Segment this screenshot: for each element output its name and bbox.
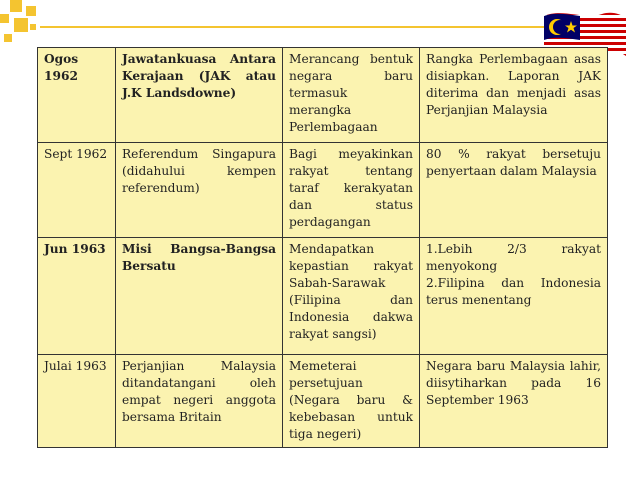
result-cell: Rangka Perlembagaan asas disiapkan. Laporan JAK diterima dan menjadi asas Perjanjian Malaysia [420,48,608,143]
date-cell: Sept 1962 [38,143,116,238]
deco-square [0,14,9,23]
purpose-cell: Merancang bentuk negara baru termasuk merangka Perlembagaan [283,48,420,143]
table-row [38,355,608,448]
table-row [38,143,608,238]
result-cell [420,238,608,355]
deco-square [10,0,22,12]
deco-square [4,34,12,42]
result-line: 2.Filipina dan Indonesia terus menentang [426,276,601,307]
event-cell: Perjanjian Malaysia ditandatangani oleh empat negeri anggota bersama Britain [116,355,283,448]
event-cell: Jawatankuasa Antara Kerajaan (JAK atau J.K Landsdowne) [116,48,283,143]
deco-square [30,24,36,30]
deco-square [14,18,28,32]
event-cell: Referendum Singapura (didahului kempen referendum) [116,143,283,238]
header-divider [40,26,600,28]
date-cell: Jun 1963 [38,238,116,355]
purpose-cell: Bagi meyakinkan rakyat tentang taraf kerakyatan dan status perdagangan [283,143,420,238]
result-line: 1.Lebih 2/3 rakyat menyokong [426,242,601,273]
deco-square [26,6,36,16]
purpose-cell: Memeterai persetujuan (Negara baru & kebebasan untuk tiga negeri) [283,355,420,448]
table-row [38,238,608,355]
date-cell: Ogos 1962 [38,48,116,143]
purpose-cell: Mendapatkan kepastian rakyat Sabah-Sarawak (Filipina dan Indonesia dakwa rakyat sangsi) [283,238,420,355]
table-row [38,48,608,143]
result-cell: 80 % rakyat bersetuju penyertaan dalam Malaysia [420,143,608,238]
malaysia-formation-table [37,47,608,448]
result-cell: Negara baru Malaysia lahir, diisytiharkan pada 16 September 1963 [420,355,608,448]
event-cell: Misi Bangsa-Bangsa Bersatu [116,238,283,355]
date-cell: Julai 1963 [38,355,116,448]
